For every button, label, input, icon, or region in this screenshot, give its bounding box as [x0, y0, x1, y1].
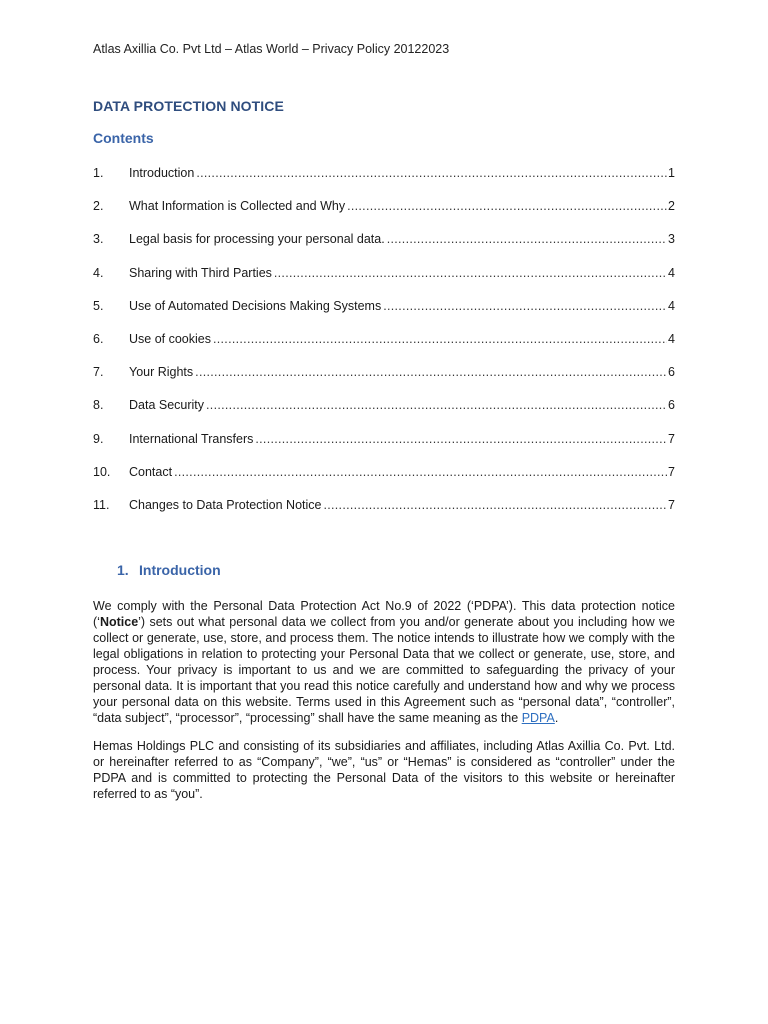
toc-page-number: 7	[668, 464, 675, 479]
toc-dot-leader	[196, 166, 667, 180]
toc-page-number: 4	[668, 298, 675, 313]
paragraph-text: ’) sets out what personal data we collect from you and/or generate about you including how we collect or generate, use, store, and process them. The notice intends to illustrate how we comply with the legal obligations in relation to protecting your Personal Data that we collect or generate, use, store, and process. Your privacy is important to us and we are committed to safeguarding the privacy of your personal data. It is important that you read this notice carefully and understand how and why we process your personal data on this website. Terms used in this Agreement such as “personal data”, “controller”, “data subject”, “processor”, “processing” shall have the same meaning as the	[93, 615, 675, 725]
toc-item-legal-basis[interactable]	[93, 232, 675, 265]
toc-entry-text: Your Rights	[129, 365, 194, 380]
toc-item-third-parties[interactable]	[93, 266, 675, 299]
toc-number: 2.	[93, 199, 104, 214]
toc-dot-leader	[323, 498, 667, 512]
toc-entry-text: Use of cookies	[129, 331, 211, 346]
toc-page-number: 2	[668, 199, 675, 214]
toc-item-information-collected[interactable]	[93, 199, 675, 232]
toc-page-number: 7	[668, 497, 675, 512]
toc-entry-text: Sharing with Third Parties	[129, 265, 272, 280]
pdpa-link[interactable]: PDPA	[521, 711, 555, 725]
toc-entry-text: Introduction	[129, 166, 195, 180]
toc-number: 10.	[93, 464, 111, 479]
toc-entry-text: Data Security	[129, 398, 205, 413]
notice-term: Notice	[99, 615, 139, 629]
toc-entry-text: Use of Automated Decisions Making Systems	[129, 298, 382, 313]
intro-paragraph-2: Hemas Holdings PLC and consisting of its subsidiaries and affiliates, including Atlas Axillia Co. Pvt. Ltd. or hereinafter referred to as “Company”, “we”, “us” or “Hemas” is considered as “controller” under the PDPA and is committed to protecting the Personal Data of the visitors to this website or hereinafter referred to as “you”.	[93, 739, 675, 801]
toc-number: 8.	[93, 398, 104, 413]
toc-dot-leader	[383, 299, 667, 313]
toc-item-international-transfers[interactable]	[93, 432, 675, 465]
toc-item-contact[interactable]	[93, 465, 675, 498]
toc-entry-text: What Information is Collected and Why	[129, 199, 346, 214]
toc-entry-text: Legal basis for processing your personal data.	[129, 232, 385, 247]
toc-item-cookies[interactable]	[93, 332, 675, 365]
document-title: DATA PROTECTION NOTICE	[93, 98, 284, 114]
toc-item-automated-decisions[interactable]	[93, 299, 675, 332]
toc-entry-text: Changes to Data Protection Notice	[129, 497, 322, 512]
running-header: Atlas Axillia Co. Pvt Ltd – Atlas World – Privacy Policy 20122023	[93, 42, 450, 56]
toc-dot-leader	[387, 232, 667, 246]
section-heading-introduction	[117, 562, 221, 578]
toc-number: 7.	[93, 365, 104, 380]
toc-page-number: 7	[668, 431, 675, 446]
section-title: Introduction	[139, 562, 221, 578]
toc-page-number: 4	[668, 331, 675, 346]
toc-number: 9.	[93, 431, 104, 446]
toc-page-number: 3	[668, 232, 675, 247]
toc-number: 1.	[93, 166, 104, 180]
toc-number: 11.	[93, 497, 110, 512]
paragraph-text: .	[554, 711, 559, 725]
toc-number: 4.	[93, 265, 104, 280]
toc-dot-leader	[255, 432, 667, 446]
toc-page-number: 1	[668, 166, 675, 180]
toc-item-changes[interactable]	[93, 498, 675, 531]
table-of-contents	[93, 166, 675, 531]
toc-page-number: 6	[668, 398, 675, 413]
toc-dot-leader	[174, 465, 667, 479]
toc-page-number: 4	[668, 265, 675, 280]
toc-item-introduction[interactable]	[93, 166, 675, 199]
toc-number: 3.	[93, 232, 104, 247]
toc-dot-leader	[206, 398, 667, 412]
toc-entry-text: International Transfers	[129, 431, 254, 446]
toc-item-your-rights[interactable]	[93, 365, 675, 398]
toc-dot-leader	[347, 199, 667, 213]
toc-entry-text: Contact	[129, 464, 173, 479]
toc-dot-leader	[274, 266, 667, 280]
toc-page-number: 6	[668, 365, 675, 380]
toc-number: 6.	[93, 331, 104, 346]
toc-item-data-security[interactable]	[93, 398, 675, 431]
intro-paragraph-1	[93, 598, 675, 726]
toc-dot-leader	[195, 365, 667, 379]
contents-heading: Contents	[93, 130, 154, 146]
paragraph-text: We comply with the Personal Data Protection Act No.9 of 2022 (‘PDPA’). This data protection notice (‘	[93, 599, 675, 629]
toc-dot-leader	[213, 332, 667, 346]
section-number: 1.	[117, 562, 129, 578]
toc-number: 5.	[93, 298, 104, 313]
